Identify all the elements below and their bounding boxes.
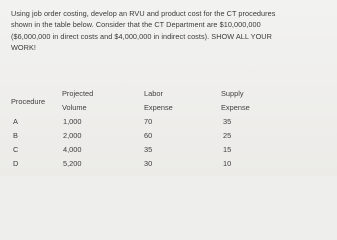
procedure-cell: D: [13, 159, 19, 168]
projected-volume-header-line-2: Volume: [62, 103, 87, 112]
procedure-cell: B: [13, 131, 18, 140]
prompt-line: Using job order costing, develop an RVU and product cost for the CT procedures: [11, 9, 276, 18]
question-prompt: [11, 8, 329, 54]
supply-expense-header-line-1: Supply: [221, 89, 244, 98]
labor-expense-header-line-1: Labor: [144, 89, 163, 98]
supply-expense-header-line-2: Expense: [221, 103, 250, 112]
labor-expense-cell: 60: [144, 131, 153, 140]
procedure-header: Procedure: [11, 97, 46, 106]
labor-expense-header-line-2: Expense: [144, 103, 173, 112]
prompt-line: ($6,000,000 in direct costs and $4,000,000 in indirect costs). SHOW ALL YOUR: [11, 31, 272, 41]
projected-volume-cell: 4,000: [63, 145, 82, 154]
prompt-line: WORK!: [11, 43, 36, 53]
prompt-line: shown in the table below. Consider that the CT Department are $10,000,000: [11, 20, 261, 30]
supply-expense-cell: 10: [223, 159, 232, 168]
labor-expense-cell: 30: [144, 159, 153, 168]
labor-expense-cell: 70: [144, 117, 153, 126]
supply-expense-cell: 25: [223, 131, 232, 140]
projected-volume-cell: 1,000: [63, 117, 82, 126]
supply-expense-cell: 35: [223, 117, 232, 126]
labor-expense-cell: 35: [144, 145, 153, 154]
projected-volume-cell: 5,200: [63, 159, 82, 168]
supply-expense-cell: 15: [223, 145, 232, 154]
procedure-cell: C: [13, 145, 19, 154]
projected-volume-cell: 2,000: [63, 131, 82, 140]
procedure-cell: A: [13, 117, 18, 126]
projected-volume-header-line-1: Projected: [62, 89, 94, 98]
